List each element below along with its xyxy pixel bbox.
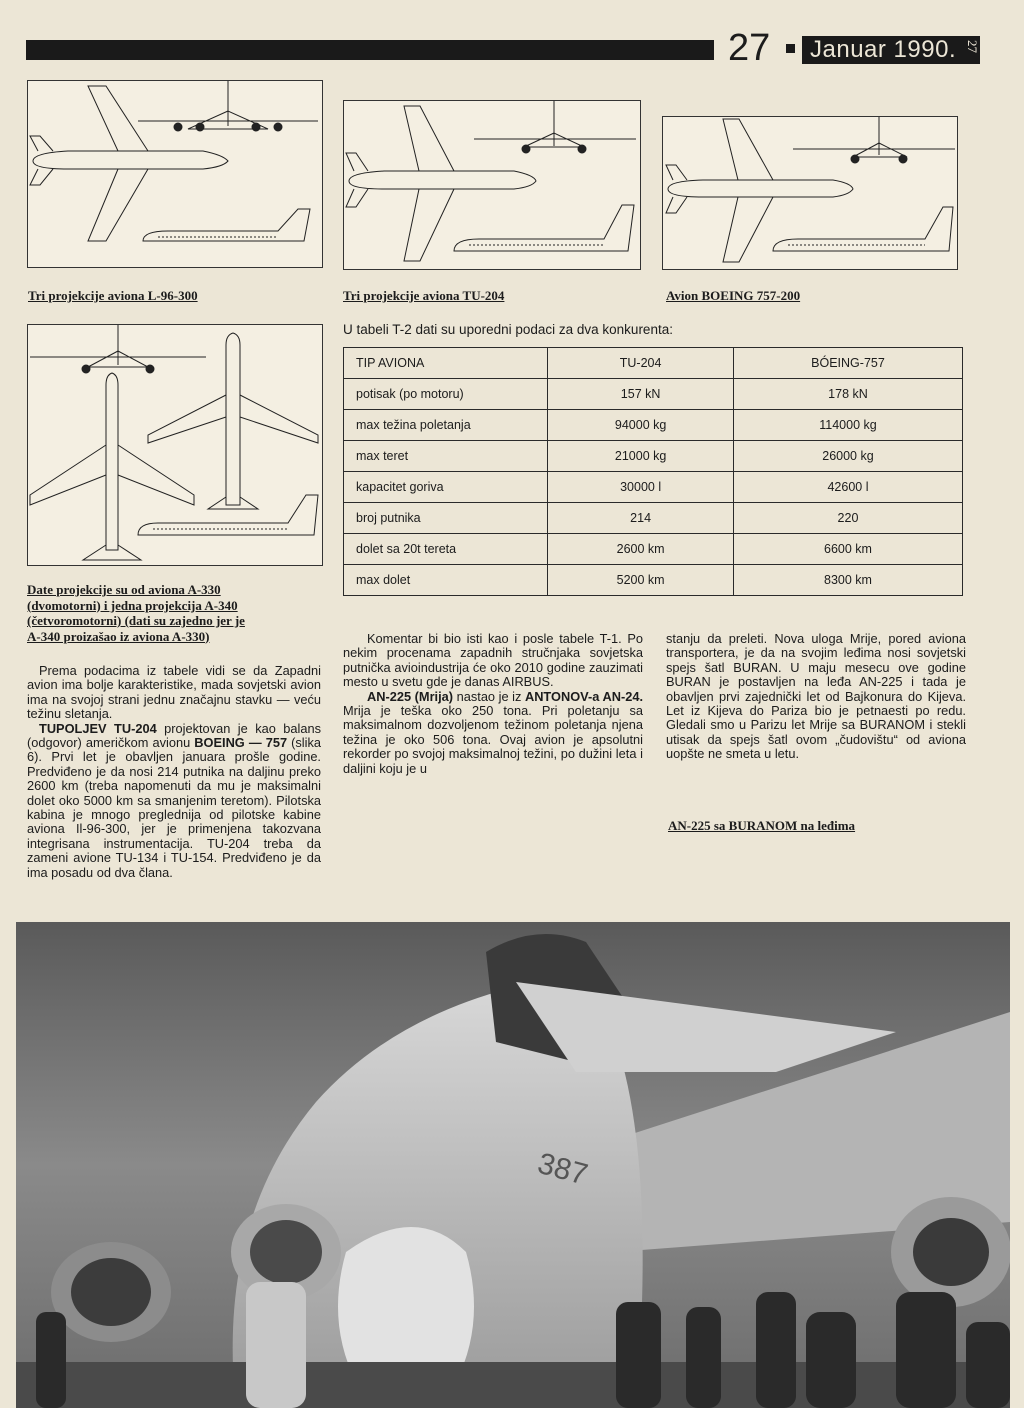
header-rule bbox=[26, 40, 714, 60]
side-page-number: 27 bbox=[965, 40, 980, 53]
table-cell: 157 kN bbox=[548, 379, 734, 410]
paragraph-text: projektovan je kao balans (odgovor) američkom avionu bbox=[27, 720, 321, 751]
bold-term: BOEING — 757 bbox=[194, 735, 288, 751]
table-cell: potisak (po motoru) bbox=[344, 379, 548, 410]
caption-airbus bbox=[27, 582, 245, 644]
table-header-cell: BÓEING-757 bbox=[733, 348, 962, 379]
caption-tu204: Tri projekcije aviona TU-204 bbox=[343, 288, 505, 303]
boeing757-three-view-drawing bbox=[662, 116, 958, 270]
table-cell: max teret bbox=[344, 441, 548, 472]
table-cell: max dolet bbox=[344, 565, 548, 596]
paragraph: stanju da preleti. Nova uloga Mrije, pored aviona transportera, je da na svojim leđima nosi sovjetski spejs šatl BURAN. U maju mesecu ove godine BURAN je postavljen na leđa AN-225 i tada je obavljen prvi zajednički let od Bajkonura do Kijeva. Let iz Kijeva do Pariza bio je petnaesti po redu. Gledali smo u Parizu let Mrije sa BURANOM i stekli utisak da spejs šatl ovom „čudovištu“ od aviona uopšte ne smeta u letu. bbox=[666, 631, 966, 762]
fuselage-number: 387 bbox=[534, 1146, 592, 1192]
table-row bbox=[344, 534, 963, 565]
table-row bbox=[344, 565, 963, 596]
table-cell: 214 bbox=[548, 503, 734, 534]
paragraph-text: (slika 6). Prvi let je obavljen januara prošle godine. Predviđeno je da nosi 214 putnika na daljinu preko 2600 km (treba napomenuti da mu je maksimalni dolet oko 5000 km sa smanjenim teretom). Pilotska kabina je mnogo preglednija od pilotske kabine aviona Il-96-300, jer je primenjena takozvana integrisana instrumentacija. TU-204 treba da zameni avione TU-134 i TU-154. Predviđeno je da ima posadu od dva člana. bbox=[27, 735, 321, 880]
paragraph bbox=[343, 690, 643, 776]
table-cell: 178 kN bbox=[733, 379, 962, 410]
table-cell: max težina poletanja bbox=[344, 410, 548, 441]
table-header-row bbox=[344, 348, 963, 379]
caption-airbus-line: (dvomotorni) i jedna projekcija A-340 bbox=[27, 597, 238, 613]
caption-airbus-line: (četvoromotorni) (dati su zajedno jer je bbox=[27, 613, 245, 628]
table-header-cell: TU-204 bbox=[548, 348, 734, 379]
article-column-1 bbox=[27, 664, 321, 880]
bold-term: ANTONOV-a AN-24. bbox=[524, 688, 644, 704]
table-header-cell: TIP AVIONA bbox=[344, 348, 548, 379]
caption-airbus-line: Date projekcije su od aviona A-330 bbox=[27, 582, 221, 597]
table-row bbox=[344, 441, 963, 472]
caption-boeing: Avion BOEING 757-200 bbox=[666, 288, 801, 303]
article-column-3 bbox=[666, 632, 966, 762]
table-cell: 21000 kg bbox=[548, 441, 734, 472]
paragraph: Komentar bi bio isti kao i posle tabele T-1. Po nekim procenama zapadnih stručnjaka sovjetska putnička avioindustrija će oko 2010 godine zauzimati mesto u svetu gde je danas AIRBUS. bbox=[343, 631, 643, 690]
table-cell: 26000 kg bbox=[733, 441, 962, 472]
tu204-three-view-drawing bbox=[343, 100, 641, 270]
a330-a340-drawing bbox=[27, 324, 323, 566]
table-row bbox=[344, 410, 963, 441]
table-row bbox=[344, 472, 963, 503]
paragraph-text: nastao je iz bbox=[453, 688, 525, 704]
table-cell: 2600 km bbox=[548, 534, 734, 565]
table-cell: 8300 km bbox=[733, 565, 962, 596]
table-cell: 30000 l bbox=[548, 472, 734, 503]
table-cell: 42600 l bbox=[733, 472, 962, 503]
il96-three-view-drawing bbox=[27, 80, 323, 268]
table-cell: 114000 kg bbox=[733, 410, 962, 441]
page-number: 27 bbox=[728, 27, 771, 69]
table-cell: 220 bbox=[733, 503, 962, 534]
caption-il96: Tri projekcije aviona L-96-300 bbox=[28, 288, 198, 303]
table-cell: kapacitet goriva bbox=[344, 472, 548, 503]
paragraph-text: Mrija je teška oko 250 tona. Pri poletanju sa maksimalnom dozvoljenom težinom poletanja njena težina je oko 506 tona. Ovaj avion je apsolutni rekorder po svojoj maksimalnoj težini, po dužini leta i daljini koju je u bbox=[343, 703, 643, 776]
table-cell: 6600 km bbox=[733, 534, 962, 565]
table-row bbox=[344, 503, 963, 534]
caption-airbus-line: A-340 proizašao iz aviona A-330) bbox=[27, 628, 210, 644]
issue-date: Januar 1990. bbox=[810, 36, 957, 63]
table-row bbox=[344, 379, 963, 410]
table-cell: 5200 km bbox=[548, 565, 734, 596]
paragraph bbox=[27, 722, 321, 880]
comparison-table bbox=[343, 347, 963, 596]
table-cell: broj putnika bbox=[344, 503, 548, 534]
table-intro: U tabeli T-2 dati su uporedni podaci za dva konkurenta: bbox=[343, 322, 673, 337]
table-cell: dolet sa 20t tereta bbox=[344, 534, 548, 565]
caption-photo: AN-225 sa BURANOM na leđima bbox=[668, 818, 856, 833]
table-cell: 94000 kg bbox=[548, 410, 734, 441]
header-bullet bbox=[786, 44, 795, 53]
paragraph: Prema podacima iz tabele vidi se da Zapadni avion ima bolje karakteristike, mada sovjetski avion ima na svojoj strani jednu značajnu stavku — veću težinu sletanja. bbox=[27, 663, 321, 722]
article-column-2 bbox=[343, 632, 643, 776]
bold-term: AN-225 (Mrija) bbox=[367, 688, 454, 704]
bold-term: TUPOLJEV TU-204 bbox=[39, 720, 157, 736]
an225-buran-photo bbox=[16, 922, 1010, 1408]
